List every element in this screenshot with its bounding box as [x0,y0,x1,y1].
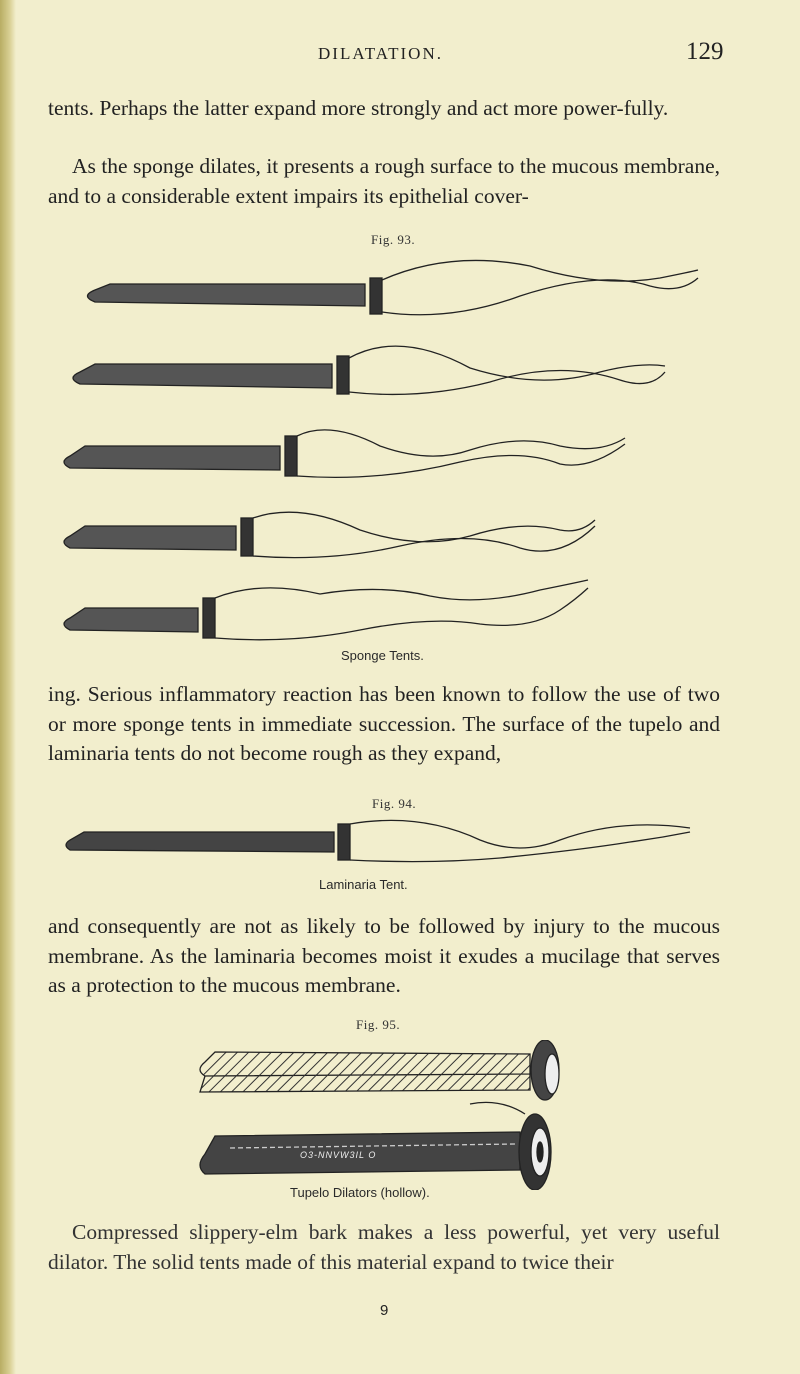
dilator-engraving: O3-NNVW3IL O [300,1150,377,1160]
figure-94-caption: Laminaria Tent. [319,877,408,892]
laminaria-tent-illustration [0,812,800,872]
paragraph-1: tents. Perhaps the latter expand more strongly and act more power-fully. [48,96,669,120]
figure-93-caption: Sponge Tents. [341,648,424,663]
page-number: 129 [686,38,724,65]
running-title: DILATATION. [318,44,443,63]
paragraph-3: ing. Serious inflammatory reaction has been known to follow the use of two or more sponge tents in immediate succession. The surface of the tupelo and laminaria tents do not become rough as they expand, [48,682,720,765]
paragraph-5: Compressed slippery-elm bark makes a less powerful, yet very useful dilator. The solid tents made of this material expand to twice their [48,1220,720,1274]
page-header [0,38,800,72]
figure-94-label: Fig. 94. [372,796,417,811]
signature-mark: 9 [380,1302,389,1319]
figure-95-label: Fig. 95. [356,1017,401,1032]
figure-93-label: Fig. 93. [371,232,416,247]
paragraph-4: and consequently are not as likely to be followed by injury to the mucous membrane. As the laminaria becomes moist it exudes a mucilage that serves as a protection to the mucous membrane. [48,914,720,997]
sponge-tents-illustration [0,250,800,670]
tupelo-dilators-illustration [0,1040,800,1190]
paragraph-2: As the sponge dilates, it presents a rough surface to the mucous membrane, and to a considerable extent impairs its epithelial cover- [48,154,720,208]
figure-95-caption: Tupelo Dilators (hollow). [290,1185,430,1200]
